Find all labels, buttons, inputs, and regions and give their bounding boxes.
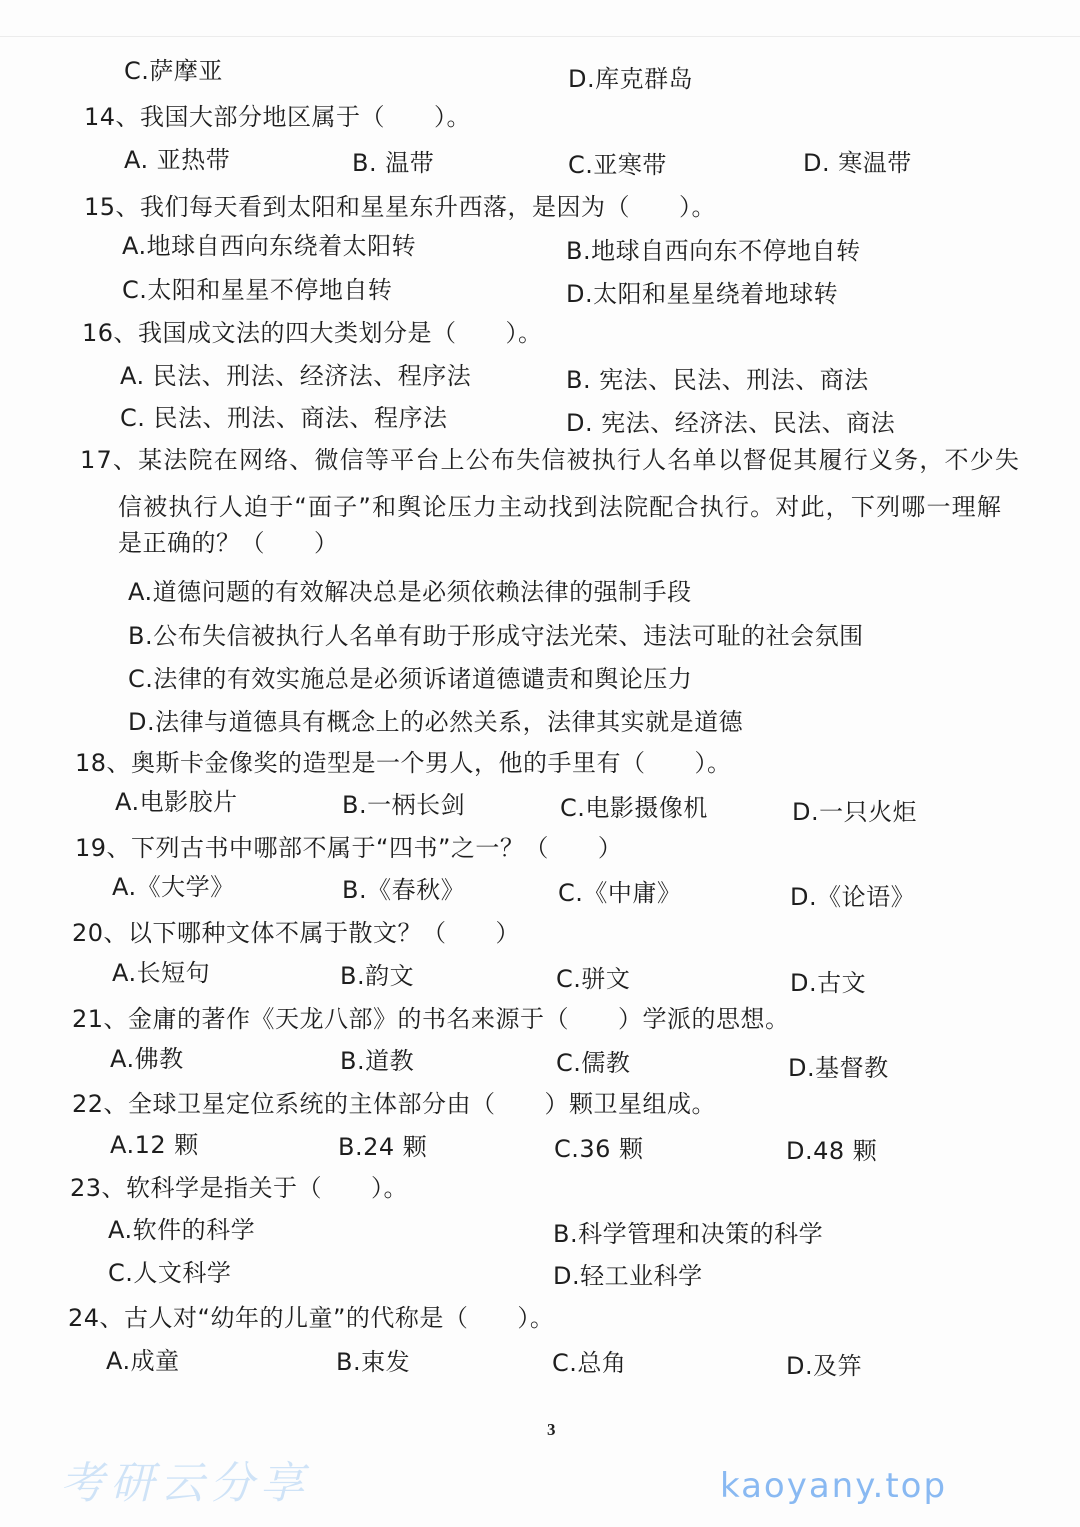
option-d: D.《论语》 [790,883,916,911]
option-a: A.电影胶片 [115,788,238,816]
option-a: A.12 颗 [110,1131,199,1159]
option-d: D. 寒温带 [803,149,912,177]
page-number: 3 [547,1420,556,1439]
option-b: B.韵文 [340,962,415,990]
option-b: B. 温带 [352,149,435,177]
option-d: D.古文 [790,969,867,997]
handwritten-watermark: 考研云分享 [60,1458,310,1509]
option-c: C.法律的有效实施总是必须诉诸道德谴责和舆论压力 [128,665,693,693]
option-c: C.骈文 [556,965,631,993]
option-b: B.《春秋》 [342,876,466,904]
page-top-edge [0,36,1080,37]
option-c: C. 民法、刑法、商法、程序法 [120,404,448,432]
option-b: B.地球自西向东不停地自转 [566,237,861,265]
option-d: D.法律与道德具有概念上的必然关系，法律其实就是道德 [128,708,744,736]
option-a: A.《大学》 [112,873,235,901]
option-b: B.道教 [340,1047,415,1075]
question-18: 18、奥斯卡金像奖的造型是一个男人，他的手里有（ ）。 [75,749,732,777]
option-c: C.电影摄像机 [560,794,708,822]
option-d: D.太阳和星星绕着地球转 [566,280,839,308]
question-14: 14、我国大部分地区属于（ ）。 [84,103,472,131]
option-d: D.一只火炬 [792,798,918,826]
question-17-line-1: 17、某法院在网络、微信等平台上公布失信被执行人名单以督促其履行义务，不少失 [80,446,1021,474]
option-b: B. 宪法、民法、刑法、商法 [566,366,869,394]
question-22: 22、全球卫星定位系统的主体部分由（ ）颗卫星组成。 [72,1090,717,1118]
question-23: 23、软科学是指关于（ ）。 [70,1174,409,1202]
option-b: B.束发 [336,1348,411,1376]
option-b: B.科学管理和决策的科学 [553,1220,824,1248]
option-d: D.轻工业科学 [553,1262,703,1290]
option-a: A.成童 [106,1347,180,1375]
question-17-line-2: 信被执行人迫于“面子”和舆论压力主动找到法院配合执行。对此，下列哪一理解 [118,493,1003,521]
option-d: D. 宪法、经济法、民法、商法 [566,409,896,437]
option-c: C.《中庸》 [558,879,682,907]
option-b: B.24 颗 [338,1133,428,1161]
option-d: D.及笄 [786,1352,863,1380]
question-15: 15、我们每天看到太阳和星星东升西落，是因为（ ）。 [84,193,717,221]
option-b: B.一柄长剑 [342,791,466,819]
option-a: A.佛教 [110,1045,184,1073]
option-b: B.公布失信被执行人名单有助于形成守法光荣、违法可耻的社会氛围 [128,622,864,650]
option-a: A.地球自西向东绕着太阳转 [122,232,417,260]
option-d: D.基督教 [788,1054,889,1082]
option-c: C.亚寒带 [568,151,667,179]
option-a: A.道德问题的有效解决总是必须依赖法律的强制手段 [128,578,692,606]
q13-option-d: D.库克群岛 [568,65,694,93]
q13-option-c: C.萨摩亚 [124,57,223,85]
question-20: 20、以下哪种文体不属于散文？（ ） [72,919,521,947]
question-21: 21、金庸的著作《天龙八部》的书名来源于（ ）学派的思想。 [72,1005,790,1033]
option-c: C.总角 [552,1349,627,1377]
option-a: A.软件的科学 [108,1216,256,1244]
option-c: C.人文科学 [108,1259,232,1287]
option-c: C.太阳和星星不停地自转 [122,276,393,304]
option-c: C.儒教 [556,1049,631,1077]
question-19: 19、下列古书中哪部不属于“四书”之一？（ ） [75,834,623,862]
site-watermark: kaoyany.top [720,1466,948,1506]
option-a: A. 民法、刑法、经济法、程序法 [120,362,472,390]
option-a: A.长短句 [112,959,211,987]
question-24: 24、古人对“幼年的儿童”的代称是（ ）。 [68,1304,555,1332]
question-17-line-3: 是正确的？（ ） [118,529,339,557]
question-16: 16、我国成文法的四大类划分是（ ）。 [82,319,543,347]
option-d: D.48 颗 [786,1137,878,1165]
option-a: A. 亚热带 [124,146,231,174]
option-c: C.36 颗 [554,1135,644,1163]
